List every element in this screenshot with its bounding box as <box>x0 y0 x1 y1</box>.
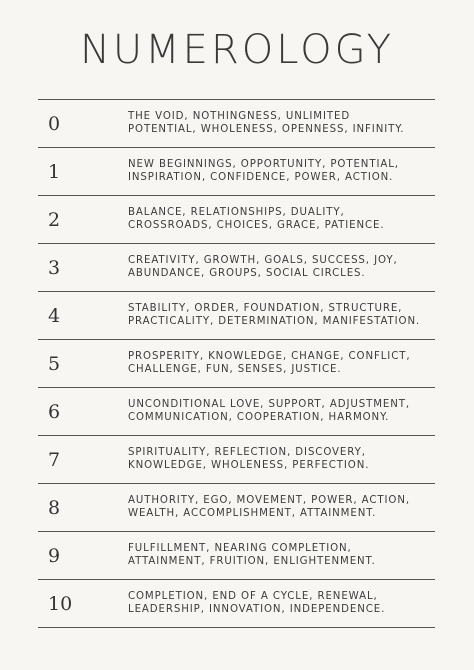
description-line: THE VOID, NOTHINGNESS, UNLIMITED <box>128 111 351 122</box>
description-line: INSPIRATION, CONFIDENCE, POWER, ACTION. <box>128 172 394 183</box>
description-line: STABILITY, ORDER, FOUNDATION, STRUCTURE, <box>128 303 403 314</box>
description-line: AUTHORITY, EGO, MOVEMENT, POWER, ACTION, <box>128 495 410 506</box>
description-line: SPIRITUALITY, REFLECTION, DISCOVERY, <box>128 447 366 458</box>
description-line: BALANCE, RELATIONSHIPS, DUALITY, <box>128 207 345 218</box>
description-line: ABUNDANCE, GROUPS, SOCIAL CIRCLES. <box>128 268 366 279</box>
row-description <box>128 398 433 424</box>
table-row-2 <box>38 196 435 244</box>
table-row-0 <box>38 100 435 148</box>
row-number: 9 <box>48 545 61 567</box>
table-row-1 <box>38 148 435 196</box>
row-description <box>128 590 433 616</box>
row-description <box>128 542 433 568</box>
row-number: 7 <box>48 449 61 471</box>
description-line: LEADERSHIP, INNOVATION, INDEPENDENCE. <box>128 604 386 615</box>
description-line: UNCONDITIONAL LOVE, SUPPORT, ADJUSTMENT, <box>128 399 411 410</box>
description-line: NEW BEGINNINGS, OPPORTUNITY, POTENTIAL, <box>128 159 399 170</box>
table-row-4 <box>38 292 435 340</box>
row-number: 0 <box>48 113 61 135</box>
description-line: KNOWLEDGE, WHOLENESS, PERFECTION. <box>128 460 370 471</box>
description-line: ATTAINMENT, FRUITION, ENLIGHTENMENT. <box>128 556 376 567</box>
row-description <box>128 302 433 328</box>
row-number: 5 <box>48 353 61 375</box>
row-description <box>128 494 433 520</box>
description-line: WEALTH, ACCOMPLISHMENT, ATTAINMENT. <box>128 508 377 519</box>
description-line: POTENTIAL, WHOLENESS, OPENNESS, INFINITY. <box>128 124 405 135</box>
row-number: 8 <box>48 497 61 519</box>
row-number: 4 <box>48 305 61 327</box>
description-line: PRACTICALITY, DETERMINATION, MANIFESTATION. <box>128 316 421 327</box>
row-description <box>128 110 433 136</box>
table-row-10 <box>38 580 435 628</box>
description-line: CROSSROADS, CHOICES, GRACE, PATIENCE. <box>128 220 385 231</box>
row-description <box>128 206 433 232</box>
row-number: 1 <box>48 161 61 183</box>
table-row-3 <box>38 244 435 292</box>
description-line: CREATIVITY, GROWTH, GOALS, SUCCESS, JOY, <box>128 255 398 266</box>
row-number: 3 <box>48 257 61 279</box>
row-description <box>128 350 433 376</box>
row-description <box>128 254 433 280</box>
numerology-table <box>38 99 435 628</box>
row-number: 2 <box>48 209 61 231</box>
table-row-6 <box>38 388 435 436</box>
row-number: 6 <box>48 401 61 423</box>
row-description <box>128 158 433 184</box>
description-line: COMPLETION, END OF A CYCLE, RENEWAL, <box>128 591 378 602</box>
description-line: CHALLENGE, FUN, SENSES, JUSTICE. <box>128 364 342 375</box>
description-line: PROSPERITY, KNOWLEDGE, CHANGE, CONFLICT, <box>128 351 411 362</box>
row-description <box>128 446 433 472</box>
row-number: 10 <box>48 593 73 615</box>
table-row-5 <box>38 340 435 388</box>
description-line: COMMUNICATION, COOPERATION, HARMONY. <box>128 412 390 423</box>
page-title: NUMEROLOGY <box>79 27 395 73</box>
description-line: FULFILLMENT, NEARING COMPLETION, <box>128 543 352 554</box>
table-row-8 <box>38 484 435 532</box>
table-row-7 <box>38 436 435 484</box>
table-row-9 <box>38 532 435 580</box>
